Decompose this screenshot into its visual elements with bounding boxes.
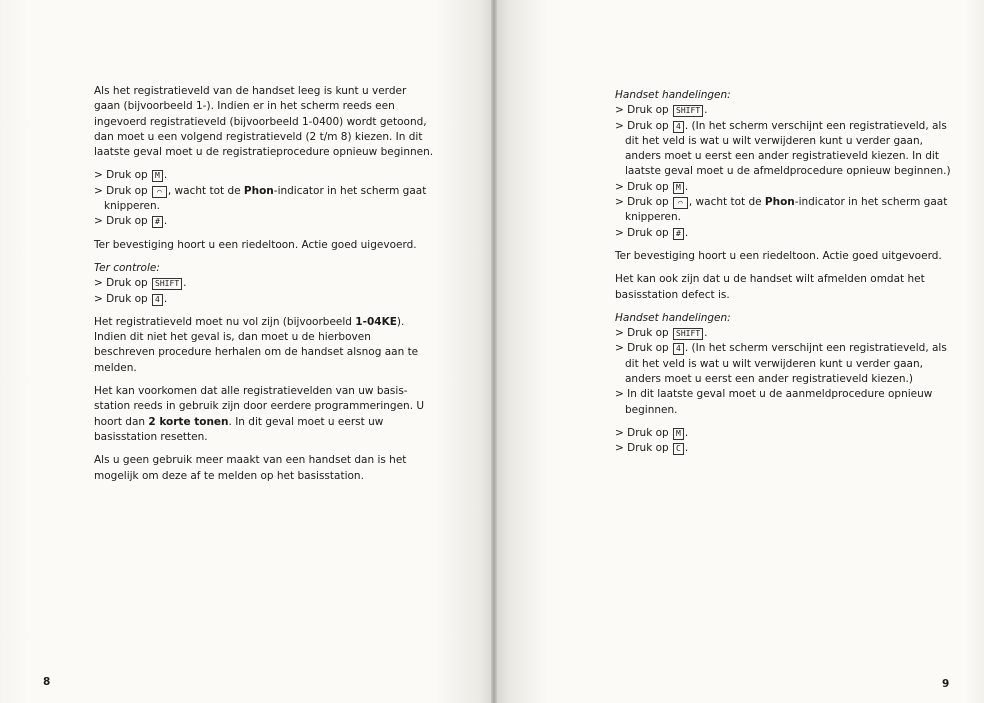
step-press-hash: > Druk op # . bbox=[94, 215, 168, 228]
page-number-left: 8 bbox=[43, 676, 51, 688]
step-press-m: > Druk op M . bbox=[94, 169, 168, 182]
reset-paragraph: Het kan voorkomen dat alle registratievelden van uw basis-station reeds in gebruik zijn door eerdere programmeringen. U hoort dan 2 korte tonen. In dit geval moet u eerst uw basisstation resetten. bbox=[94, 385, 425, 443]
m-key-icon: M bbox=[673, 428, 684, 440]
s2-step-4: > Druk op 4 . (In het scherm verschijnt een registratieveld, als dit het veld is wat u wilt verwijderen kunt u verder gaan, anders moet u eerst een ander registratieveld kiezen.) bbox=[615, 342, 947, 386]
confirmation-text: Ter bevestiging hoort u een riedeltoon. Actie goed uitgevoerd. bbox=[615, 249, 942, 262]
phon-label: Phon bbox=[764, 196, 795, 209]
s1-step-m: > Druk op M . bbox=[615, 180, 689, 193]
s2-step-shift: > Druk op SHIFT . bbox=[615, 327, 708, 340]
page-number-right: 9 bbox=[942, 678, 950, 690]
deregister-paragraph: Als u geen gebruik meer maakt van een handset dan is het mogelijk om deze af te melden op het basisstation. bbox=[94, 454, 407, 482]
left-column bbox=[94, 84, 434, 492]
s1-step-hash: > Druk op # . bbox=[615, 226, 689, 239]
s2-step-m: > Druk op M . bbox=[615, 426, 689, 439]
handset-key-icon: ⌒ bbox=[673, 197, 688, 209]
book-gutter bbox=[491, 0, 497, 703]
s1-step-handset: > Druk op ⌒ , wacht tot de Phon-indicator in het scherm gaat knipperen. bbox=[615, 196, 948, 224]
hash-key-icon: # bbox=[152, 216, 163, 228]
confirmation-text: Ter bevestiging hoort u een riedeltoon. Actie goed uigevoerd. bbox=[94, 238, 417, 251]
handset-key-icon: ⌒ bbox=[152, 186, 167, 198]
section-1-title: Handset handelingen: bbox=[615, 89, 731, 101]
right-page bbox=[494, 0, 984, 703]
four-key-icon: 4 bbox=[673, 343, 684, 355]
defect-paragraph: Het kan ook zijn dat u de handset wilt afmelden omdat het basisstation defect is. bbox=[615, 273, 925, 301]
c-key-icon: C bbox=[673, 443, 684, 455]
s2-step-restart: > In dit laatste geval moet u de aanmeldprocedure opnieuw beginnen. bbox=[615, 388, 933, 416]
full-field-paragraph: Het registratieveld moet nu vol zijn (bijvoorbeeld 1-04KE). Indien dit niet het geval is, dan moet u de hierboven beschreven procedure herhalen om de handset alsnog aan te melden. bbox=[94, 315, 419, 374]
shift-key-icon: SHIFT bbox=[673, 105, 703, 117]
check-step-4: > Druk op 4 . bbox=[94, 292, 168, 305]
shift-key-icon: SHIFT bbox=[152, 278, 182, 290]
shift-key-icon: SHIFT bbox=[673, 328, 703, 340]
section-2-title: Handset handelingen: bbox=[615, 311, 731, 324]
check-title: Ter controle: bbox=[94, 261, 160, 274]
phon-label: Phon bbox=[243, 184, 274, 197]
m-key-icon: M bbox=[152, 170, 163, 182]
step-press-handset: > Druk op ⌒ , wacht tot de Phon-indicator in het scherm gaat knipperen. bbox=[94, 184, 427, 213]
m-key-icon: M bbox=[673, 182, 684, 194]
intro-paragraph: Als het registratieveld van de handset leeg is kunt u verder gaan (bijvoorbeeld 1-). Indien er in het scherm reeds een ingevoerd registratieveld (bijvoorbeeld 1-0400) wordt getoond, dan moet u een volgend registratieveld (2 t/m 8) kiezen. In dit laatste geval moet u de registratieprocedure opnieuw beginnen. bbox=[94, 85, 434, 159]
check-step-shift: > Druk op SHIFT . bbox=[94, 277, 187, 290]
s1-step-shift: > Druk op SHIFT . bbox=[615, 104, 708, 117]
s2-step-c: > Druk op C . bbox=[615, 442, 689, 455]
four-key-icon: 4 bbox=[152, 294, 163, 306]
hash-key-icon: # bbox=[673, 228, 684, 240]
right-column bbox=[615, 88, 953, 457]
s1-step-4: > Druk op 4 . (In het scherm verschijnt een registratieveld, als dit het veld is wat u wilt verwijderen kunt u verder gaan, anders moet u eerst een ander registratieveld kiezen. In dit laatste geval moet u de afmeldprocedure opnieuw beginnen.) bbox=[615, 119, 951, 178]
four-key-icon: 4 bbox=[673, 121, 684, 133]
